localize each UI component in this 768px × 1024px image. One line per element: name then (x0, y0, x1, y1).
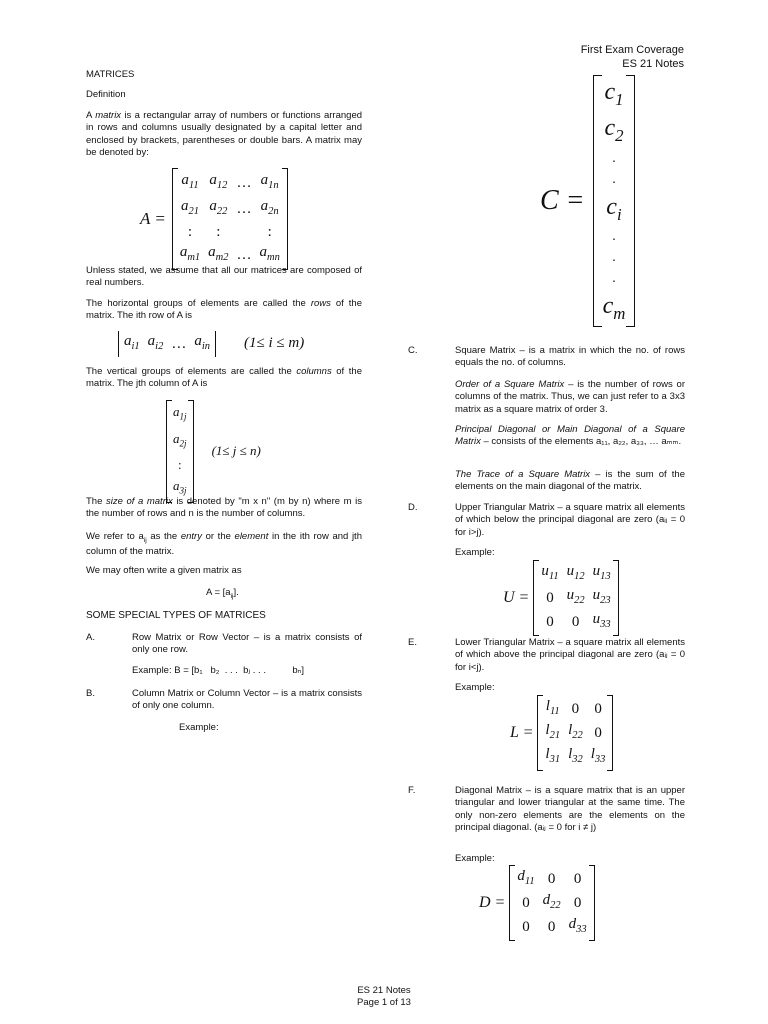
matrix-l-cell-3-2: $l_{32}$ (568, 746, 583, 765)
row-index-range: (1≤ i ≤ m) (244, 335, 305, 352)
matrix-c-cell-6: . (612, 229, 616, 245)
matrix-l-name: L = (510, 723, 534, 741)
item-d-example: Example: (455, 547, 495, 558)
row-vector-cell-1-3: … (171, 336, 187, 352)
page-header (581, 44, 684, 72)
matrix-a-cell-4-1: $a_{m1}$ (179, 244, 201, 263)
matrix-u-cell-3-1: 0 (546, 613, 554, 630)
item-b-example: Example: (179, 722, 219, 733)
column-vector (166, 400, 194, 503)
matrix-a-cell-4-4: $a_{mn}$ (259, 244, 280, 263)
matrix-c (593, 75, 636, 327)
matrix-c-cell-9: $c_m$ (602, 293, 626, 324)
matrix-u-cell-2-1: 0 (546, 589, 554, 606)
item-f-label: F. (408, 785, 416, 796)
matrix-a-cell-1-1: $a_{11}$ (181, 172, 199, 191)
matrix-a-name: A = (140, 208, 166, 228)
matrix-u-cell-1-3: $u_{13}$ (592, 563, 611, 582)
section-heading-matrices: MATRICES (86, 69, 135, 80)
row-vector-cell-1-2: $a_{i2}$ (147, 333, 164, 352)
item-f-text: Diagonal Matrix – is a square matrix that is an upper triangular and lower triangular at the same time. The only non-zero elements are the elements on the principal diagonal. (aᵢⱼ = 0 for i ≠ j) (455, 785, 685, 834)
item-a-text: Row Matrix or Row Vector – is a matrix consists of only one row. (132, 632, 362, 656)
matrix-l-cell-1-1: $l_{11}$ (545, 698, 560, 717)
trace-paragraph: The Trace of a Square Matrix – is the sum of the elements on the main diagonal of the matrix. (455, 469, 685, 493)
matrix-d-cell-1-3: 0 (573, 870, 582, 887)
row-vector-cell-1-4: $a_{in}$ (194, 333, 211, 352)
size-paragraph: The size of a matrix is denoted by "m x n" (m by n) where m is the number of rows and n is the number of columns. (86, 496, 362, 520)
column-vector-cell-3-1: : (177, 457, 182, 473)
matrix-c-cell-3: . (612, 150, 616, 166)
matrix-d-cell-3-1: 0 (522, 918, 530, 935)
item-e-example: Example: (455, 682, 495, 693)
matrix-c-cell-5: $c_i$ (606, 193, 622, 224)
matrix-a (172, 168, 288, 270)
matrix-d-cell-2-2: $d_{22}$ (542, 892, 561, 911)
matrix-a-cell-3-1: : (187, 224, 193, 240)
header-course: ES 21 Notes (622, 57, 684, 70)
item-a-example: Example: B = [b₁ b₂ . . . bⱼ . . . bₙ] (132, 665, 305, 676)
matrix-c-cell-4: . (612, 171, 616, 187)
matrix-l-cell-1-2: 0 (571, 700, 580, 717)
footer-course: ES 21 Notes (357, 985, 411, 996)
column-index-range: (1≤ j ≤ n) (211, 442, 261, 458)
column-vector-cell-2-1: $a_{2j}$ (173, 430, 187, 449)
matrix-c-cell-8: . (612, 271, 616, 287)
matrix-l-cell-2-3: 0 (594, 724, 602, 741)
matrix-d-name: D = (479, 893, 506, 911)
matrix-l-cell-3-1: $l_{31}$ (545, 746, 561, 765)
matrix-a-cell-1-3: … (236, 175, 252, 191)
item-f-example: Example: (455, 853, 495, 864)
matrix-l-cell-1-3: 0 (594, 700, 602, 717)
matrix-u-display (503, 560, 619, 636)
entry-paragraph: We refer to $a_{ij}$ as the entry or the element in the ith row and jth column of the matrix. (86, 531, 362, 557)
matrix-d-cell-1-1: $d_{11}$ (517, 868, 535, 887)
matrix-a-cell-2-2: $a_{22}$ (209, 198, 228, 217)
matrix-d (509, 865, 594, 941)
matrix-c-cell-2: $c_2$ (604, 115, 624, 146)
matrix-l-display (510, 695, 613, 771)
item-e-label: E. (408, 637, 417, 648)
row-vector-cell-1-1: $a_{i1}$ (124, 333, 140, 352)
item-b-label: B. (86, 688, 95, 699)
rows-paragraph: The horizontal groups of elements are called the rows of the matrix. The ith row of A is (86, 298, 362, 322)
item-c-label: C. (408, 345, 418, 356)
matrix-a-cell-2-3: … (236, 201, 252, 217)
matrix-a-cell-2-4: $a_{2n}$ (260, 198, 279, 217)
aij-notation: $A = [a_{ij}]$. (206, 587, 239, 600)
matrix-c-cell-7: . (612, 250, 616, 266)
matrix-a-cell-1-2: $a_{12}$ (209, 172, 228, 191)
header-coverage: First Exam Coverage (580, 44, 684, 56)
matrix-a-cell-4-3: … (236, 247, 252, 263)
matrix-a-cell-3-4: : (267, 224, 272, 240)
matrix-a-cell-3-3 (233, 222, 256, 242)
matrix-l (537, 695, 613, 771)
matrix-a-display (140, 168, 288, 270)
column-vector-cell-4-1: $a_{3j}$ (173, 478, 187, 496)
order-paragraph: Order of a Square Matrix – is the number of rows or columns of the matrix. Thus, we can just refer to a 3x3 matrix as a square matrix of order 3. (455, 379, 685, 415)
definition-paragraph: A matrix is a rectangular array of numbers or functions arranged in rows and columns usually designated by a capital letter and enclosed by brackets, parentheses or double bars. A matrix may be denoted by: (86, 110, 363, 159)
matrix-u-cell-1-1: $u_{11}$ (541, 563, 559, 582)
often-paragraph: We may often write a given matrix as (86, 565, 242, 576)
matrix-l-cell-2-2: $l_{22}$ (568, 722, 583, 741)
item-d-text: Upper Triangular Matrix – a square matrix all elements of which below the principal diagonal are zero (aᵢⱼ = 0 for i>j). (455, 502, 685, 538)
row-vector (118, 331, 216, 357)
matrix-u-cell-1-2: $u_{12}$ (566, 563, 585, 582)
column-vector-cell-1-1: $a_{1j}$ (173, 404, 187, 422)
footer-page-number: Page 1 of 13 (357, 996, 411, 1008)
matrix-u (533, 560, 618, 636)
column-vector-display (166, 400, 261, 503)
matrix-d-display (479, 865, 595, 941)
item-d-label: D. (408, 502, 418, 513)
definition-title: Definition (86, 89, 126, 100)
matrix-d-cell-3-2: 0 (547, 918, 556, 935)
matrix-d-cell-2-1: 0 (522, 894, 530, 911)
matrix-d-cell-1-2: 0 (547, 870, 556, 887)
matrix-u-cell-2-2: $u_{22}$ (566, 587, 585, 606)
row-vector-display (118, 331, 304, 357)
item-b-text: Column Matrix or Column Vector – is a matrix consists of only one column. (132, 688, 362, 712)
matrix-a-cell-1-4: $a_{1n}$ (260, 172, 279, 191)
matrix-l-cell-3-3: $l_{33}$ (590, 746, 606, 765)
page-footer (0, 985, 768, 1009)
matrix-a-cell-3-2: : (216, 224, 221, 240)
matrix-l-cell-2-1: $l_{21}$ (545, 722, 561, 741)
matrix-u-name: U = (503, 588, 530, 606)
matrix-d-cell-3-3: $d_{33}$ (568, 916, 587, 935)
matrix-u-cell-3-2: 0 (571, 613, 580, 630)
principal-diagonal-paragraph: Principal Diagonal or Main Diagonal of a Square Matrix – consists of the elements a₁₁, a₂₂, a₃₃, … aₘₘ. (455, 424, 685, 448)
matrix-c-name: C = (540, 184, 585, 216)
item-c-text: Square Matrix – is a matrix in which the no. of rows equals the no. of columns. (455, 345, 685, 369)
item-a-label: A. (86, 632, 95, 643)
special-types-heading: SOME SPECIAL TYPES OF MATRICES (86, 610, 266, 621)
columns-paragraph: The vertical groups of elements are called the columns of the matrix. The jth column of A is (86, 366, 362, 390)
matrix-u-cell-3-3: $u_{33}$ (592, 611, 611, 630)
matrix-a-cell-2-1: $a_{21}$ (180, 198, 199, 217)
matrix-c-cell-1: $c_1$ (604, 79, 624, 109)
matrix-c-display (540, 74, 635, 328)
matrix-u-cell-2-3: $u_{23}$ (592, 587, 611, 606)
unless-paragraph: Unless stated, we assume that all our matrices are composed of real numbers. (86, 265, 362, 289)
matrix-d-cell-2-3: 0 (573, 894, 582, 911)
matrix-a-cell-4-2: $a_{m2}$ (208, 244, 229, 263)
item-e-text: Lower Triangular Matrix – a square matrix all elements of which above the principal diagonal are zero (aᵢⱼ = 0 for i<j). (455, 637, 685, 673)
